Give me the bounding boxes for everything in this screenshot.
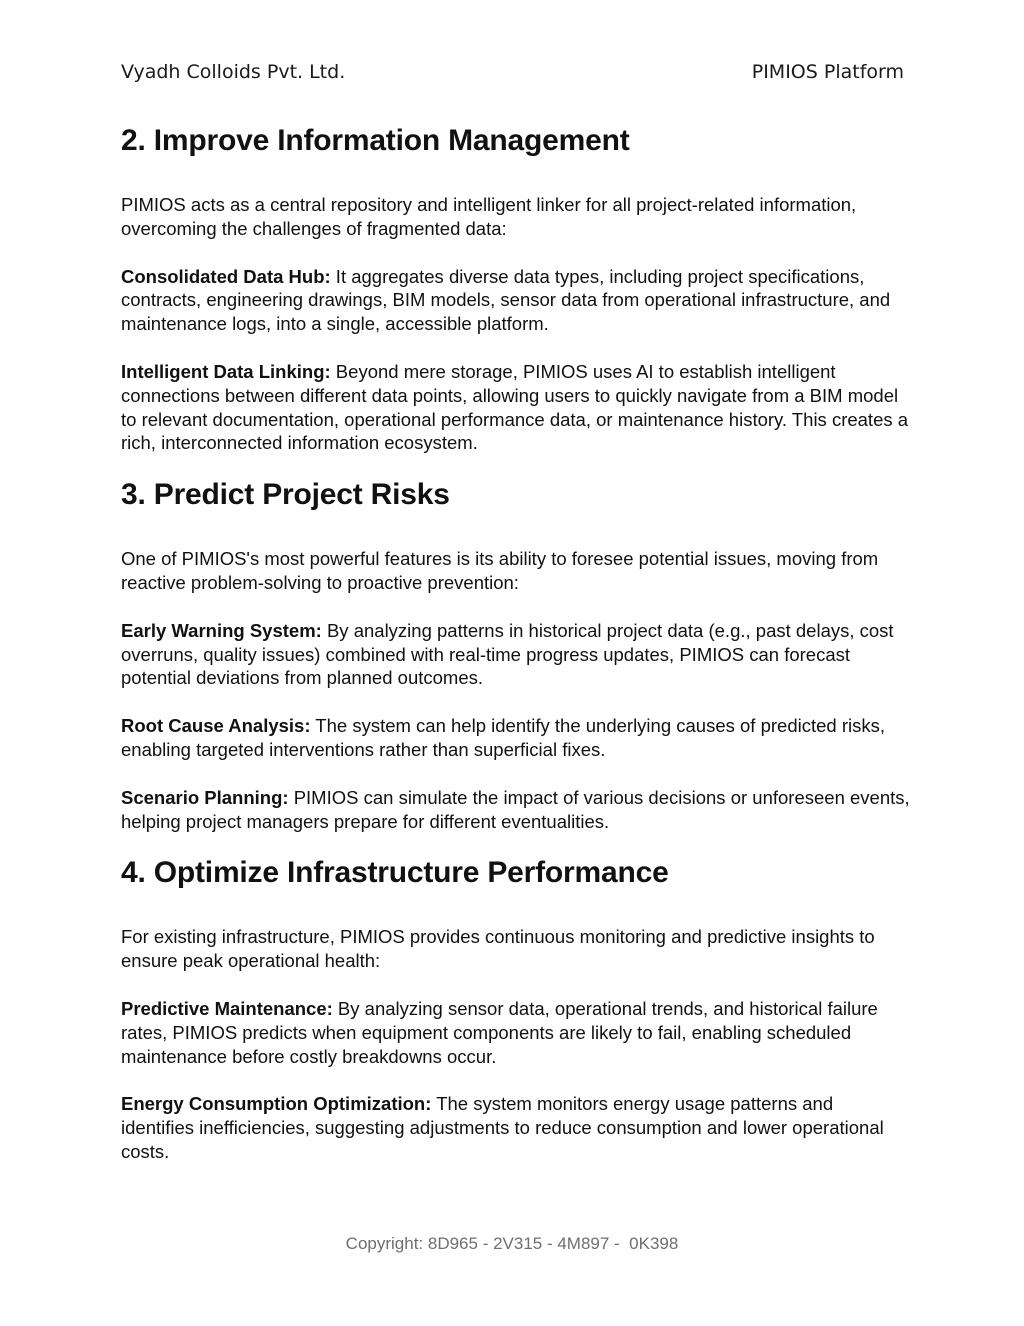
section-heading: 2. Improve Information Management xyxy=(121,124,630,157)
section-information-management xyxy=(121,121,911,455)
feature-term: Scenario Planning: xyxy=(121,786,289,808)
copyright-footer: Copyright: 8D965 - 2V315 - 4M897 - 0K398 xyxy=(345,1234,679,1253)
feature-term: Predictive Maintenance: xyxy=(121,997,333,1019)
feature-term: Energy Consumption Optimization: xyxy=(121,1093,432,1115)
document-body xyxy=(121,121,911,1184)
section-predict-risks xyxy=(121,475,911,833)
feature-text: PIMIOS can simulate the impact of various decisions or unforeseen events, helping project managers prepare for different eventualities. xyxy=(121,786,910,832)
feature-term: Root Cause Analysis: xyxy=(121,715,311,737)
section-optimize-performance xyxy=(121,853,911,1163)
feature-text: Beyond mere storage, PIMIOS uses AI to establish intelligent connections between different data points, allowing users to quickly navigate from a BIM model to relevant documentation, operational performance data, or maintenance history. This creates a rich, interconnected information ecosystem. xyxy=(121,360,909,454)
feature-text: It aggregates diverse data types, including project specifications, contracts, engineering drawings, BIM models, sensor data from operational infrastructure, and maintenance logs, into a single, accessible platform. xyxy=(121,265,891,335)
section-heading: 4. Optimize Infrastructure Performance xyxy=(121,856,669,890)
feature-text: By analyzing patterns in historical project data (e.g., past delays, cost overruns, quality issues) combined with real-time progress updates, PIMIOS can forecast potential deviations from planned outcomes. xyxy=(121,619,894,689)
feature-paragraph xyxy=(121,714,911,762)
section-intro: For existing infrastructure, PIMIOS provides continuous monitoring and predictive insights to ensure peak operational health: xyxy=(121,926,875,972)
feature-text: The system can help identify the underlying causes of predicted risks, enabling targeted interventions rather than superficial fixes. xyxy=(121,715,885,760)
feature-term: Consolidated Data Hub: xyxy=(121,265,331,287)
feature-paragraph xyxy=(121,1092,911,1163)
feature-term: Early Warning System: xyxy=(121,619,322,641)
feature-paragraph xyxy=(121,619,911,690)
company-name: Vyadh Colloids Pvt. Ltd. xyxy=(121,61,346,83)
feature-text: By analyzing sensor data, operational trends, and historical failure rates, PIMIOS predicts when equipment components are likely to fail, enabling scheduled maintenance before costly breakdowns occur. xyxy=(121,997,878,1067)
feature-paragraph xyxy=(121,997,911,1068)
section-intro: One of PIMIOS's most powerful features is its ability to foresee potential issues, moving from reactive problem-solving to proactive prevention: xyxy=(121,548,879,593)
feature-paragraph xyxy=(121,360,911,455)
feature-paragraph xyxy=(121,265,911,336)
section-heading: 3. Predict Project Risks xyxy=(121,478,450,512)
feature-text: The system monitors energy usage patterns and identifies inefficiencies, suggesting adjustments to reduce consumption and lower operational costs. xyxy=(121,1093,884,1162)
platform-name: PIMIOS Platform xyxy=(751,61,904,83)
section-intro: PIMIOS acts as a central repository and intelligent linker for all project-related information, overcoming the challenges of fragmented data: xyxy=(121,194,857,239)
feature-paragraph xyxy=(121,786,911,834)
page-header xyxy=(121,58,904,90)
feature-term: Intelligent Data Linking: xyxy=(121,360,331,382)
